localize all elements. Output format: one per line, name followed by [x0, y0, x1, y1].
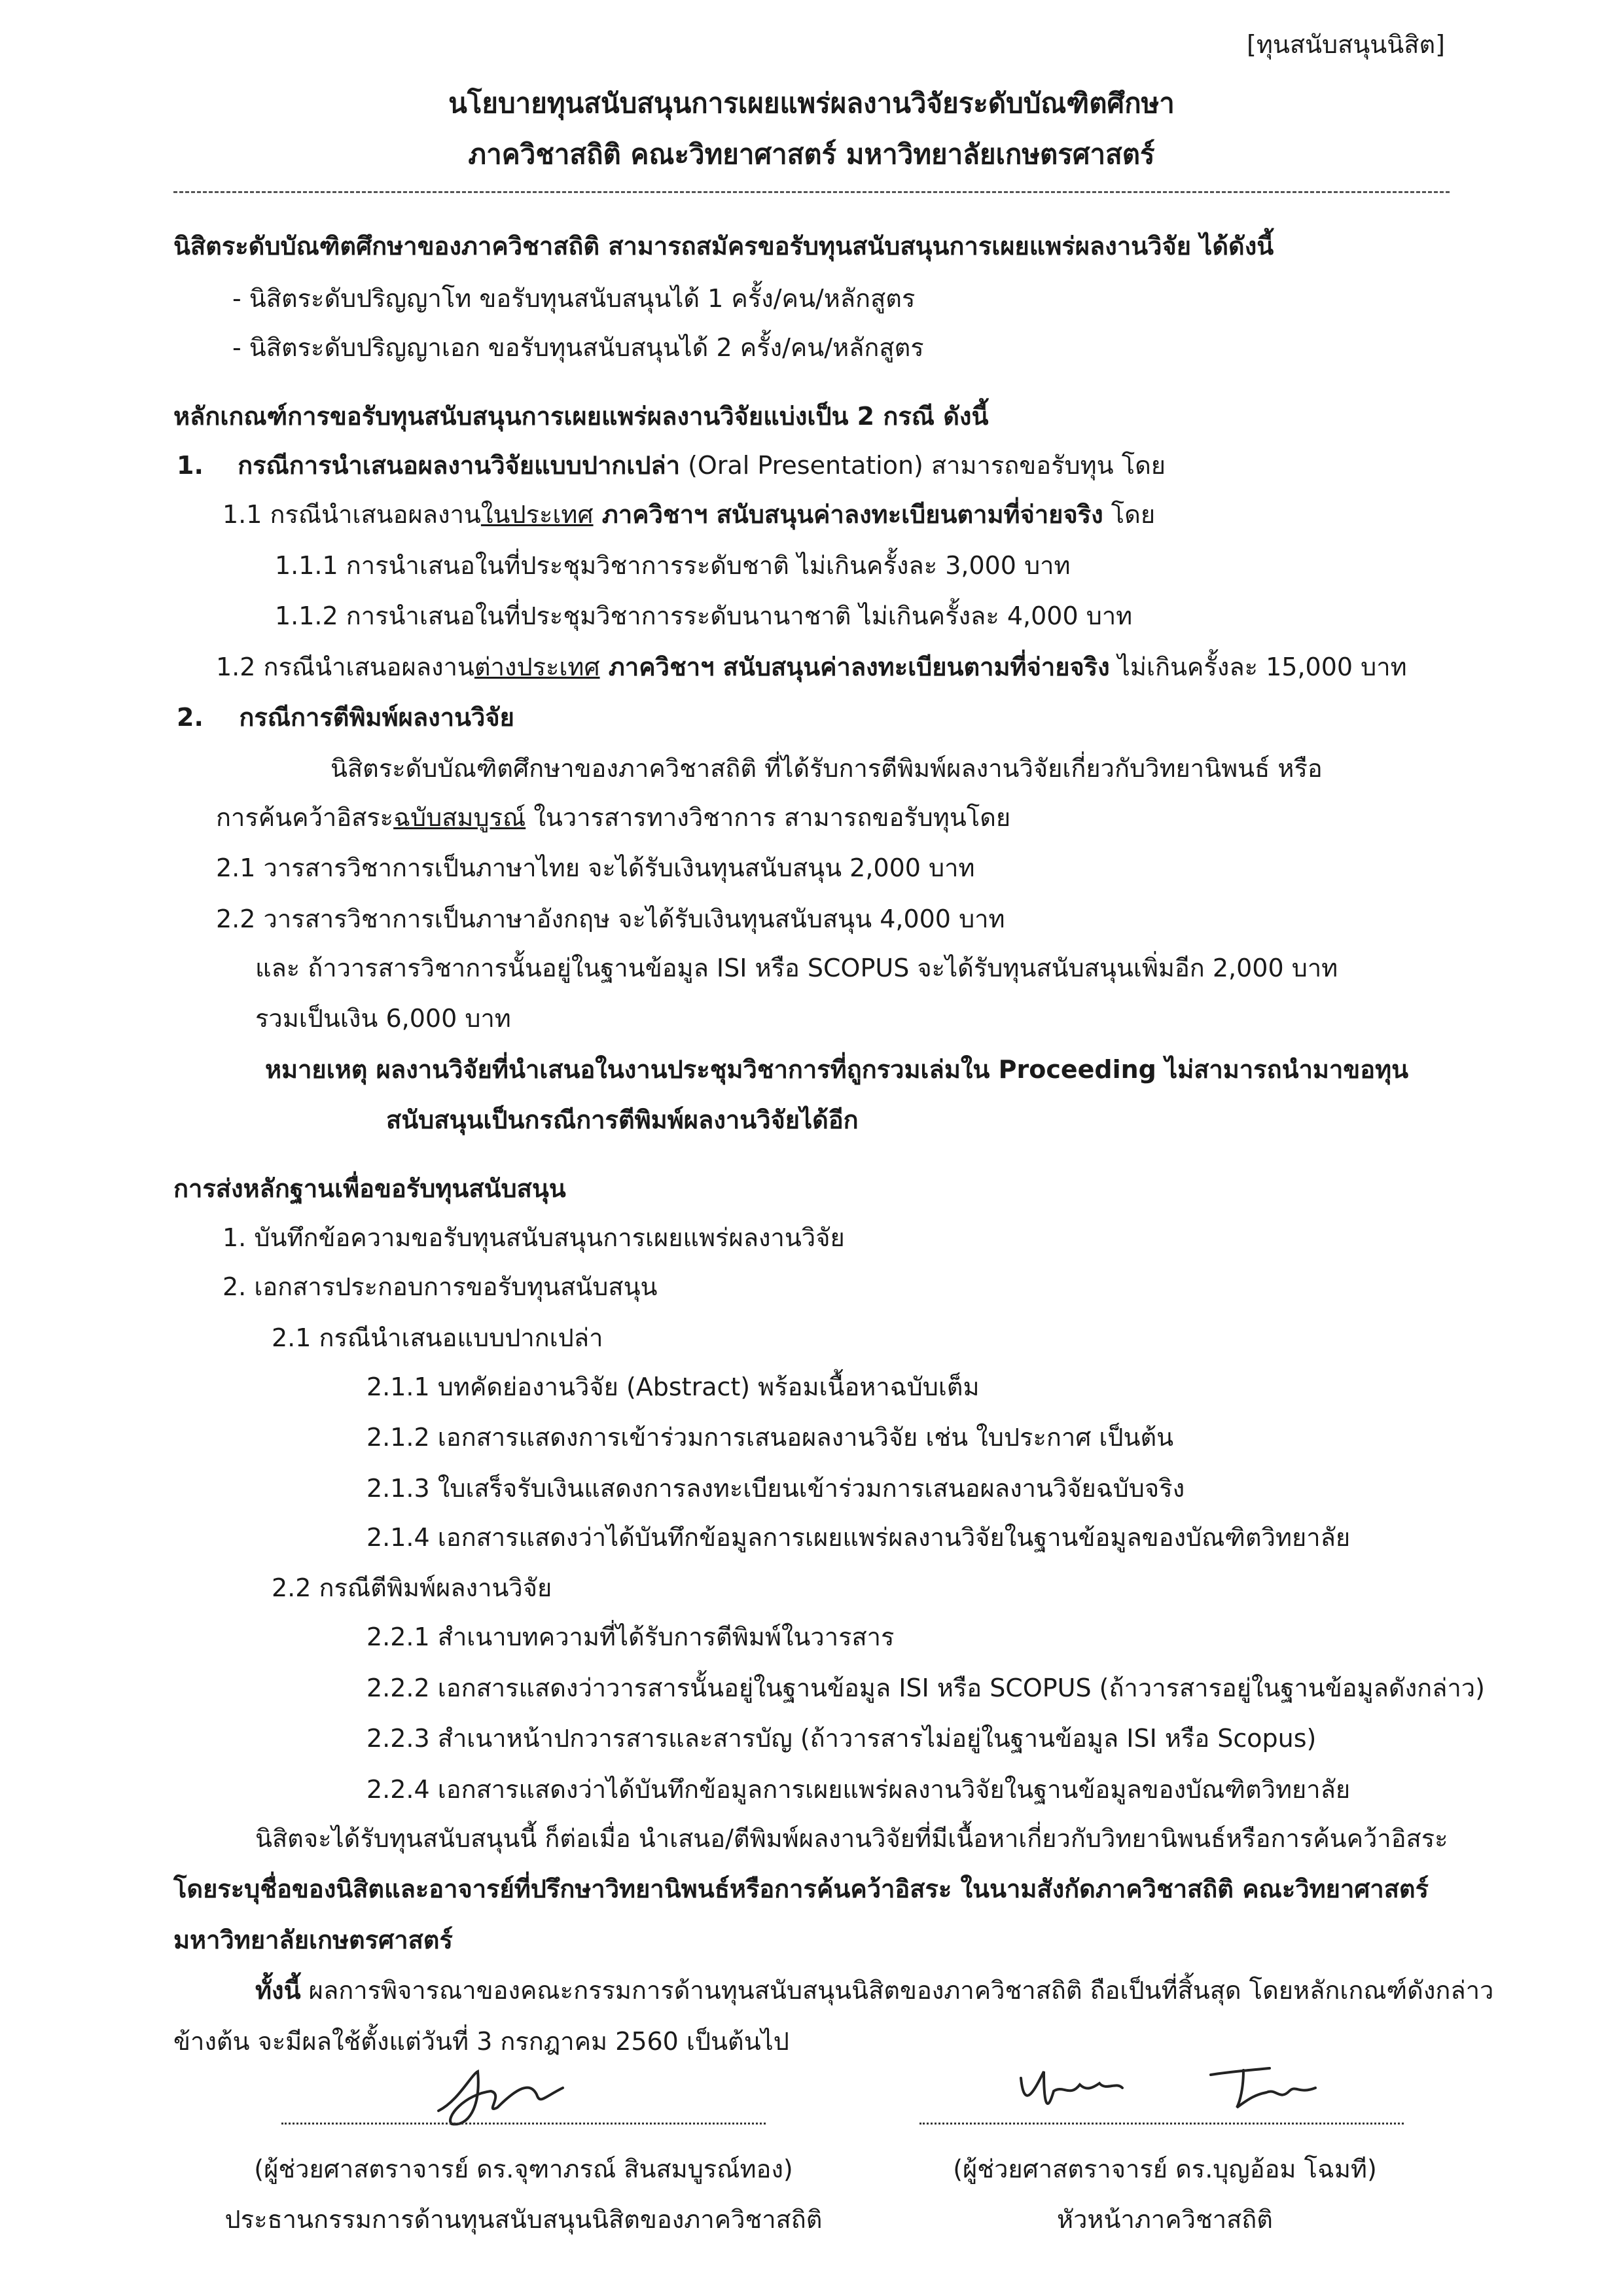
closing-p1-line-3: มหาวิทยาลัยเกษตรศาสตร์ — [173, 1926, 453, 1954]
case1-number: 1. — [177, 451, 204, 480]
bullet-masters: - นิสิตระดับปริญญาโท ขอรับทุนสนับสนุนได้ 1 ครั้ง/คน/หลักสูตร — [232, 284, 916, 313]
case1-1-rest: โดย — [1103, 500, 1156, 529]
intro-text: นิสิตระดับบัณฑิตศึกษาของภาควิชาสถิติ สามารถสมัครขอรับทุนสนับสนุนการเผยแพร่ผลงานวิจัย ได้ดังนี้ — [173, 232, 1274, 260]
bullet-doctoral: - นิสิตระดับปริญญาเอก ขอรับทุนสนับสนุนได้ 2 ครั้ง/คน/หลักสูตร — [232, 333, 924, 362]
case2-para-2 — [216, 800, 1010, 834]
case1-2-bold: ภาควิชาฯ สนับสนุนค่าลงทะเบียนตามที่จ่ายจริง — [599, 653, 1110, 681]
case1-title-rest: (Oral Presentation) สามารถขอรับทุน โดย — [680, 451, 1166, 480]
closing-p1-line-2: โดยระบุชื่อของนิสิตและอาจารย์ที่ปรึกษาวิทยานิพนธ์หรือการค้นคว้าอิสระ ในนามสังกัดภาควิชาสถิติ คณะวิทยาศาสตร์ — [173, 1874, 1429, 1903]
evidence-1: 1. บันทึกข้อความขอรับทุนสนับสนุนการเผยแพร่ผลงานวิจัย — [223, 1223, 845, 1252]
right-signer-title: หัวหน้าภาควิชาสถิติ — [1057, 2205, 1273, 2234]
evidence-2: 2. เอกสารประกอบการขอรับทุนสนับสนุน — [223, 1272, 658, 1301]
case2-para-2-rest: ในวารสารทางวิชาการ สามารถขอรับทุนโดย — [526, 803, 1011, 832]
case1-1-bold: ภาควิชาฯ สนับสนุนค่าลงทะเบียนตามที่จ่ายจริง — [593, 500, 1103, 529]
evidence-2-1: 2.1 กรณีนำเสนอแบบปากเปล่า — [272, 1323, 603, 1352]
evidence-2-1-2: 2.1.2 เอกสารแสดงการเข้าร่วมการเสนอผลงานวิจัย เช่น ใบประกาศ เป็นต้น — [366, 1423, 1174, 1452]
title-line-2: ภาควิชาสถิติ คณะวิทยาศาสตร์ มหาวิทยาลัยเกษตรศาสตร์ — [468, 138, 1155, 170]
header-divider — [173, 191, 1450, 193]
evidence-2-1-3: 2.1.3 ใบเสร็จรับเงินแสดงการลงทะเบียนเข้าร่วมการเสนอผลงานวิจัยฉบับจริง — [366, 1474, 1185, 1503]
closing-p2-line-2: ข้างต้น จะมีผลใช้ตั้งแต่วันที่ 3 กรกฎาคม 2560 เป็นต้นไป — [173, 2027, 789, 2056]
case1-2-prefix: 1.2 กรณีนำเสนอผลงาน — [216, 653, 474, 681]
case1-1 — [223, 497, 1155, 531]
case1-1-2: 1.1.2 การนำเสนอในที่ประชุมวิชาการระดับนานาชาติ ไม่เกินครั้งละ 4,000 บาท — [275, 601, 1133, 630]
case1-2 — [216, 650, 1407, 684]
right-signer-name: (ผู้ช่วยศาสตราจารย์ ดร.บุญอ้อม โฉมที) — [953, 2155, 1377, 2183]
case2-2-total: รวมเป็นเงิน 6,000 บาท — [255, 1004, 511, 1033]
case1-1-underlined: ในประเทศ — [480, 500, 594, 529]
criteria-heading: หลักเกณฑ์การขอรับทุนสนับสนุนการเผยแพร่ผลงานวิจัยแบ่งเป็น 2 กรณี ดังนี้ — [173, 402, 989, 431]
title-line-1: นโยบายทุนสนับสนุนการเผยแพร่ผลงานวิจัยระดับบัณฑิตศึกษา — [448, 87, 1175, 119]
evidence-2-2: 2.2 กรณีตีพิมพ์ผลงานวิจัย — [272, 1573, 552, 1602]
note-line-2: สนับสนุนเป็นกรณีการตีพิมพ์ผลงานวิจัยได้อีก — [386, 1105, 859, 1134]
right-signature-line — [919, 2123, 1404, 2125]
closing-p2-line-1 — [255, 1973, 1493, 2007]
case2-para-1: นิสิตระดับบัณฑิตศึกษาของภาควิชาสถิติ ที่ได้รับการตีพิมพ์ผลงานวิจัยเกี่ยวกับวิทยานิพนธ์ หรือ — [330, 754, 1323, 783]
case2-title: กรณีการตีพิมพ์ผลงานวิจัย — [239, 703, 514, 732]
case2-2: 2.2 วารสารวิชาการเป็นภาษาอังกฤษ จะได้รับเงินทุนสนับสนุน 4,000 บาท — [216, 905, 1005, 933]
closing-p2-lead: ทั้งนี้ — [255, 1976, 301, 2005]
closing-p2-text: ผลการพิจารณาของคณะกรรมการด้านทุนสนับสนุนนิสิตของภาควิชาสถิติ ถือเป็นที่สิ้นสุด โดยหลักเกณฑ์ดังกล่าว — [300, 1976, 1494, 2005]
note-line-1: หมายเหตุ ผลงานวิจัยที่นำเสนอในงานประชุมวิชาการที่ถูกรวมเล่มใน Proceeding ไม่สามารถนำมาขอทุน — [265, 1055, 1409, 1084]
closing-p1-line-1: นิสิตจะได้รับทุนสนับสนุนนี้ ก็ต่อเมื่อ นำเสนอ/ตีพิมพ์ผลงานวิจัยที่มีเนื้อหาเกี่ยวกับวิทยานิพนธ์หรือการค้นคว้าอิสระ — [255, 1824, 1448, 1853]
case2-number: 2. — [177, 703, 204, 732]
case1-title: กรณีการนำเสนอผลงานวิจัยแบบปากเปล่า — [238, 451, 681, 480]
case2-2-and: และ ถ้าวารสารวิชาการนั้นอยู่ในฐานข้อมูล ISI หรือ SCOPUS จะได้รับทุนสนับสนุนเพิ่มอีก 2,000 บาท — [255, 954, 1338, 982]
left-signature — [406, 2055, 602, 2134]
case2-para-2-prefix: การค้นคว้าอิสระ — [216, 803, 394, 832]
right-signature — [1008, 2052, 1348, 2124]
evidence-heading: การส่งหลักฐานเพื่อขอรับทุนสนับสนุน — [173, 1174, 566, 1203]
case1-2-rest: ไม่เกินครั้งละ 15,000 บาท — [1109, 653, 1407, 681]
case1-1-prefix: 1.1 กรณีนำเสนอผลงาน — [223, 500, 481, 529]
left-signature-line — [281, 2123, 766, 2125]
left-signer-name: (ผู้ช่วยศาสตราจารย์ ดร.จุฑาภรณ์ สินสมบูรณ์ทอง) — [254, 2155, 793, 2183]
case2-1: 2.1 วารสารวิชาการเป็นภาษาไทย จะได้รับเงินทุนสนับสนุน 2,000 บาท — [216, 853, 975, 882]
evidence-2-2-2: 2.2.2 เอกสารแสดงว่าวารสารนั้นอยู่ในฐานข้อมูล ISI หรือ SCOPUS (ถ้าวารสารอยู่ในฐานข้อมูลดังกล่าว) — [366, 1674, 1485, 1702]
evidence-2-1-1: 2.1.1 บทคัดย่องานวิจัย (Abstract) พร้อมเนื้อหาฉบับเต็ม — [366, 1372, 980, 1401]
case1-2-underlined: ต่างประเทศ — [474, 653, 600, 681]
left-signer-title: ประธานกรรมการด้านทุนสนับสนุนนิสิตของภาควิชาสถิติ — [224, 2205, 823, 2234]
evidence-2-2-3: 2.2.3 สำเนาหน้าปกวารสารและสารบัญ (ถ้าวารสารไม่อยู่ในฐานข้อมูล ISI หรือ Scopus) — [366, 1724, 1317, 1753]
case2-para-2-underlined: ฉบับสมบูรณ์ — [393, 803, 526, 832]
evidence-2-2-1: 2.2.1 สำเนาบทความที่ได้รับการตีพิมพ์ในวารสาร — [366, 1623, 895, 1651]
doc-tag: [ทุนสนับสนุนนิสิต] — [1247, 30, 1445, 59]
case2-heading — [177, 700, 514, 734]
evidence-2-2-4: 2.2.4 เอกสารแสดงว่าได้บันทึกข้อมูลการเผยแพร่ผลงานวิจัยในฐานข้อมูลของบัณฑิตวิทยาลัย — [366, 1775, 1351, 1804]
case1-heading — [177, 448, 1166, 482]
evidence-2-1-4: 2.1.4 เอกสารแสดงว่าได้บันทึกข้อมูลการเผยแพร่ผลงานวิจัยในฐานข้อมูลของบัณฑิตวิทยาลัย — [366, 1523, 1351, 1552]
case1-1-1: 1.1.1 การนำเสนอในที่ประชุมวิชาการระดับชาติ ไม่เกินครั้งละ 3,000 บาท — [275, 551, 1071, 580]
